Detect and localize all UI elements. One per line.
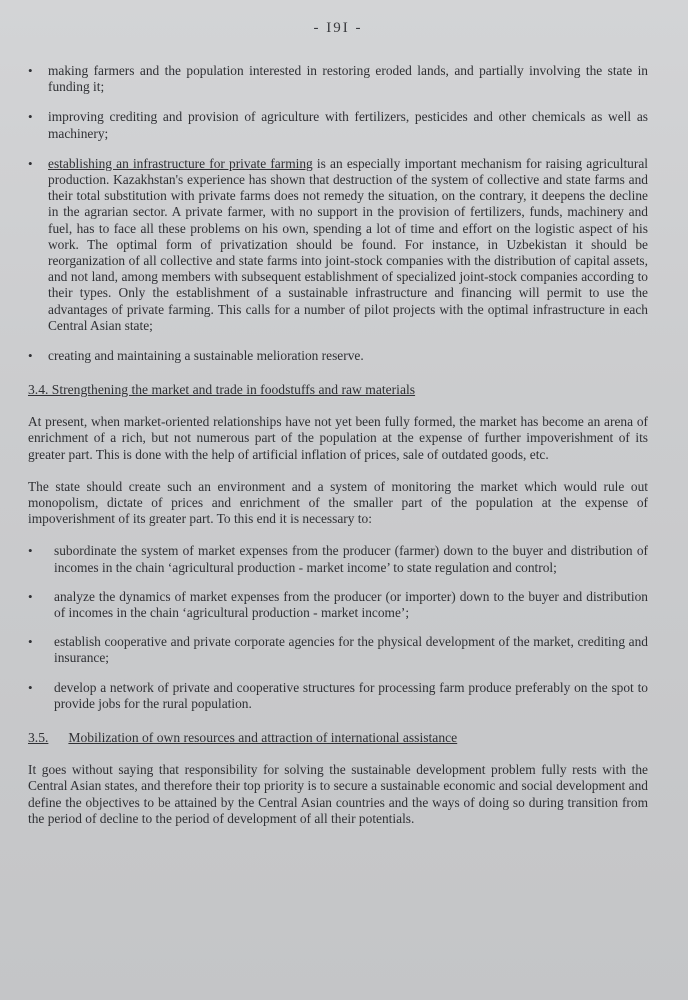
page-number: - I9I - [313,20,363,36]
list-item-text: analyze the dynamics of market expenses from the producer (or importer) down to the buyer and distribution of incomes in the chain ‘agricultural production - market income’; [54,588,648,621]
list-item [28,109,648,141]
paragraph: At present, when market-oriented relationships have not yet been fully formed, the market has become an arena of enrichment of a rich, but not numerous part of the population at the expense of further impoverishment of its greater part. This is done with the help of artificial inflation of prices, sale of outdated goods, etc. [28,414,648,462]
section-heading-3-5 [28,730,648,746]
paragraph: It goes without saying that responsibility for solving the sustainable development problem fully rests with the Central Asian states, and therefore their top priority is to secure a sustainable economic and social development and define the objectives to be attained by the Central Asian countries and the ways of doing so during transition from the period of decline to the period of development of all their potentials. [28,762,648,826]
list-item [28,680,648,712]
list-item [28,63,648,95]
section-heading-3-4 [28,382,648,398]
list-item-text: develop a network of private and cooperative structures for processing farm produce preferably on the spot to provide jobs for the rural population. [54,679,648,711]
list-item-text: subordinate the system of market expenses from the producer (farmer) down to the buyer and distribution of incomes in the chain ‘agricultural production - market income’ to state regulation and control; [54,543,648,575]
underlined-phrase: establishing an infrastructure for private farming [48,155,313,171]
section-title: Mobilization of own resources and attraction of international assistance [68,730,458,746]
bullet-list-2 [28,543,648,712]
paragraph: The state should create such an environment and a system of monitoring the market which would rule out monopolism, dictate of prices and enrichment of the smaller part of the population at the expense of impoverishment of its greater part. To this end it is necessary to: [28,478,648,527]
list-item [28,543,648,575]
list-item-text: is an especially important mechanism for raising agricultural production. Kazakhstan's experience has shown that destruction of the system of collective and state farms and their total substitution with private farms does not remedy the situation, on the contrary, it deepens the decline in the agrarian sector. A private farmer, with no support in the provision of fertilizers, funds, machinery and fuel, has to face all these problems on his own, spending a lot of time and effort on the logistic aspect of his work. The optimal form of privatization should be found. For instance, in Uzbekistan it should be reorganization of all collective and state farms into joint-stock companies with the distribution of capital assets, and not land, among members with subsequent establishment of specialized joint-stock companies according to their types. Only the establishment of a sustainable infrastructure and financing will permit to use the advantages of private farming. This calls for a number of pilot projects with the optimal infrastructure in each Central Asian state; [48,155,648,333]
list-item-text: establish cooperative and private corporate agencies for the physical development of the market, crediting and insurance; [54,634,648,666]
section-title: 3.4. Strengthening the market and trade in foodstuffs and raw materials [28,382,416,398]
list-item-text: making farmers and the population interested in restoring eroded lands, and partially involving the state in funding it; [48,63,648,95]
list-item [28,348,648,364]
list-item-text: creating and maintaining a sustainable melioration reserve. [48,348,364,364]
section-number: 3.5. [28,730,49,746]
list-item [28,589,648,621]
list-item-text: improving crediting and provision of agriculture with fertilizers, pesticides and other chemicals as well as machinery; [48,109,648,141]
list-item [28,634,648,666]
bullet-list-1 [28,63,648,364]
list-item [28,156,648,334]
